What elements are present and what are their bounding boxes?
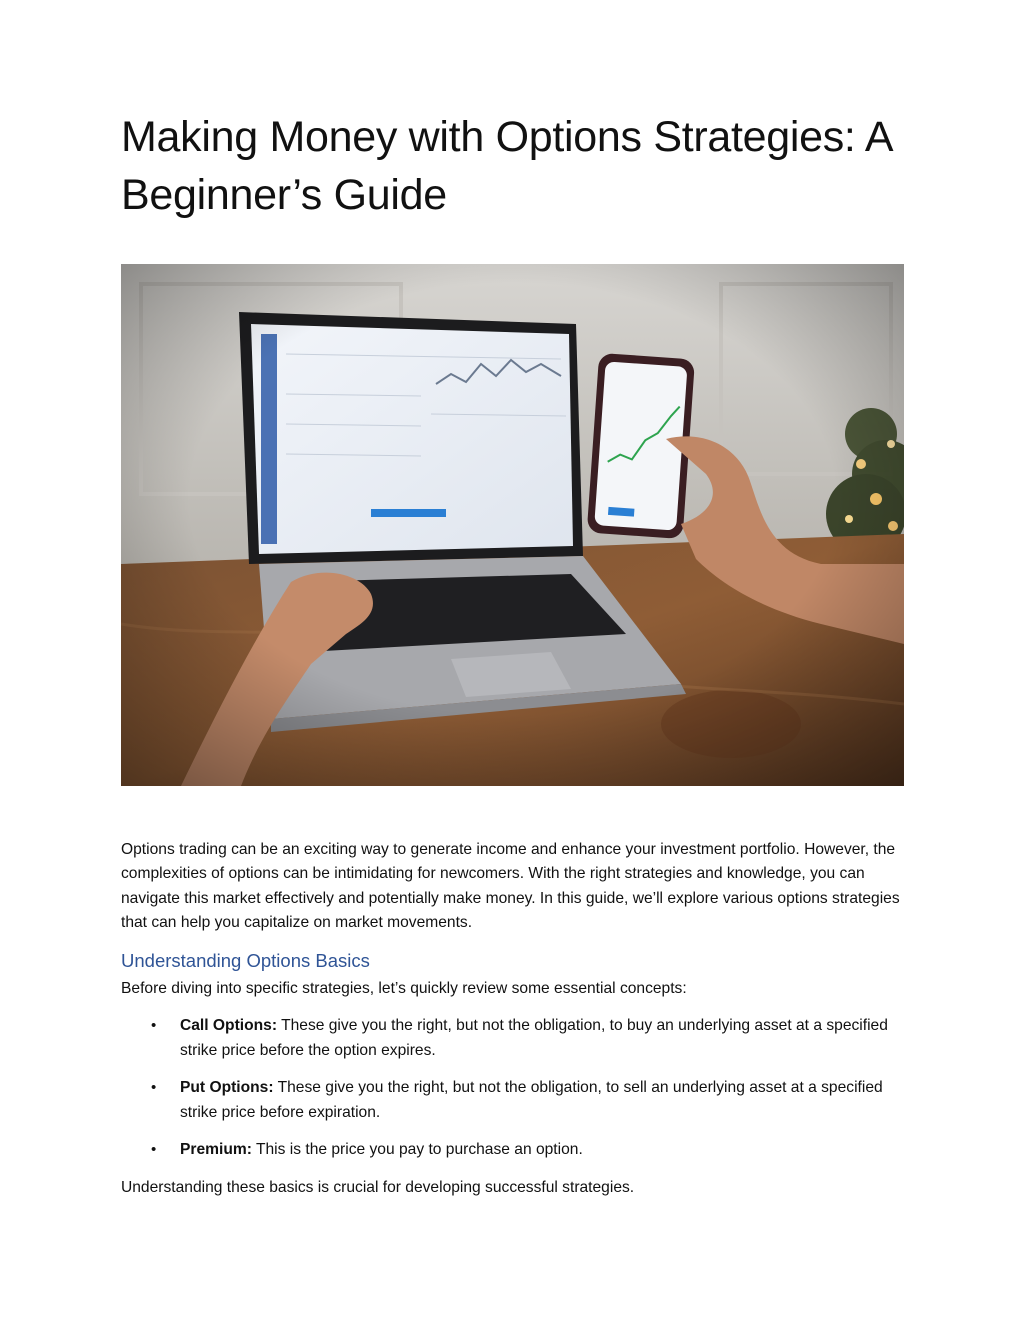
- bullet-icon: •: [151, 1079, 157, 1096]
- term-description: These give you the right, but not the obligation, to sell an underlying asset at a specified strike price before expiration.: [180, 1079, 883, 1121]
- intro-paragraph: Options trading can be an exciting way to generate income and enhance your investment portfolio. However, the complexities of options can be intimidating for newcomers. With the right strategies and knowledge, you can navigate this market effectively and potentially make money. In this guide, we’ll explore various options strategies that can help you capitalize on market movements.: [121, 841, 900, 931]
- term-call-options: Call Options:: [180, 1017, 278, 1034]
- term-premium: Premium:: [180, 1141, 252, 1158]
- photo-laptop-phone-trading-icon: [121, 264, 904, 786]
- concepts-list: [121, 1014, 911, 1176]
- bullet-icon: •: [151, 1017, 157, 1034]
- list-item: [121, 1014, 911, 1063]
- list-item: [121, 1076, 911, 1125]
- term-description: This is the price you pay to purchase an option.: [251, 1141, 583, 1158]
- term-put-options: Put Options:: [180, 1079, 274, 1096]
- section-lead: Before diving into specific strategies, let’s quickly review some essential concepts:: [121, 980, 687, 997]
- section-outro: Understanding these basics is crucial for developing successful strategies.: [121, 1179, 635, 1196]
- page-title: Making Money with Options Strategies: A Beginner’s Guide: [121, 113, 891, 219]
- list-item: [121, 1138, 911, 1163]
- term-description: These give you the right, but not the obligation, to buy an underlying asset at a specified strike price before the option expires.: [180, 1017, 888, 1059]
- hero-image: [121, 264, 904, 786]
- bullet-icon: •: [151, 1141, 157, 1158]
- section-heading: Understanding Options Basics: [121, 950, 370, 971]
